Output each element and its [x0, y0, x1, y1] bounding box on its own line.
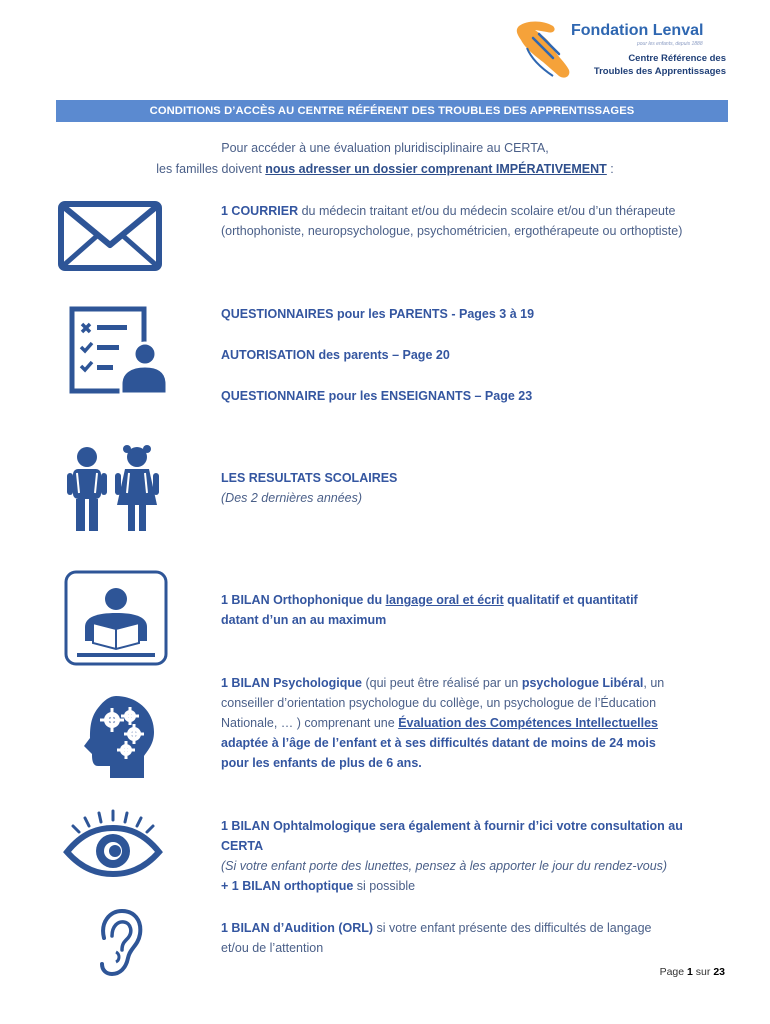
intro-prefix: les familles doivent — [156, 162, 266, 176]
item-audition — [221, 918, 761, 958]
audition-line-2: et/ou de l’attention — [221, 941, 324, 955]
autorisation-parents: AUTORISATION des parents – Page 20 — [221, 348, 450, 362]
ortho-prefix: 1 BILAN Orthophonique du — [221, 593, 386, 607]
ortho-suffix: qualitatif et quantitatif — [503, 593, 638, 607]
students-icon — [65, 441, 161, 533]
footer-total-pages: 23 — [713, 966, 725, 978]
ortho-line-2: datant d’un an au maximum — [221, 613, 387, 627]
courrier-bold: 1 COURRIER — [221, 204, 299, 218]
psy-line-5: pour les enfants de plus de 6 ans. — [221, 756, 422, 770]
item-resultats — [221, 468, 761, 508]
courrier-text: du médecin traitant et/ou du médecin scolaire et/ou d’un thérapeute — [298, 204, 676, 218]
ophtalmo-line-3: (Si votre enfant porte des lunettes, pensez à les apporter le jour du rendez-vous) — [221, 859, 668, 873]
reader-icon — [63, 569, 169, 667]
audition-bold: 1 BILAN d’Audition (ORL) — [221, 921, 374, 935]
psy-text-2: , un — [643, 676, 665, 690]
brain-gears-icon — [82, 694, 162, 780]
questionnaire-parents: QUESTIONNAIRES pour les PARENTS - Pages 3 à 19 — [221, 307, 535, 321]
eye-icon — [63, 808, 163, 878]
intro-line-2 — [0, 162, 770, 176]
footer-current-page: 1 — [687, 966, 693, 978]
ophtalmo-line-4-text: si possible — [353, 879, 416, 893]
ophtalmo-orthoptique: + 1 BILAN orthoptique — [221, 879, 354, 893]
resultats-title: LES RESULTATS SCOLAIRES — [221, 471, 398, 485]
psy-line-3-prefix: Nationale, … ) comprenant une — [221, 716, 399, 730]
psy-line-2: conseiller d’orientation psychologue du collège, un psychologue de l’Éducation — [221, 696, 657, 710]
checklist-person-icon — [69, 306, 167, 394]
item-orthophonique — [221, 590, 761, 630]
psy-bold-2: psychologue Libéral — [521, 676, 644, 690]
intro-suffix: : — [606, 162, 614, 176]
footer-prefix: Page — [659, 966, 688, 978]
psy-line-3-underlined: Évaluation des Compétences Intellectuelles — [398, 716, 658, 730]
ophtalmo-line-1: 1 BILAN Ophtalmologique sera également à fournir d’ici votre consultation au — [221, 819, 683, 833]
logo-name: Fondation Lenval — [571, 22, 704, 39]
page-title: CONDITIONS D’ACCÈS AU CENTRE RÉFÉRENT DES TROUBLES DES APPRENTISSAGES — [56, 100, 728, 122]
psy-bold-1: 1 BILAN Psychologique — [221, 676, 362, 690]
audition-text: si votre enfant présente des difficultés de langage — [373, 921, 652, 935]
intro-underlined: nous adresser un dossier comprenant IMPÉRATIVEMENT — [265, 162, 607, 176]
courrier-line-2: (orthophoniste, neuropsychologue, psychométricien, ergothérapeute ou orthoptiste) — [221, 224, 683, 238]
intro-line-1: Pour accéder à une évaluation pluridisciplinaire au CERTA, — [221, 141, 549, 155]
fondation-lenval-logo — [513, 18, 728, 84]
item-questionnaires — [221, 304, 761, 406]
logo-line-2: Troubles des Apprentissages — [593, 66, 726, 77]
footer-middle: sur — [692, 966, 714, 978]
logo-line-1: Centre Référence des — [628, 53, 726, 64]
ear-icon — [96, 908, 144, 978]
item-courrier — [221, 201, 761, 241]
psy-line-4: adaptée à l’âge de l’enfant et à ses difficultés datant de moins de 24 mois — [221, 736, 656, 750]
hand-logo-icon — [513, 18, 573, 82]
logo-tagline: pour les enfants, depuis 1888 — [637, 41, 703, 47]
item-ophtalmo — [221, 816, 761, 896]
envelope-icon — [58, 201, 162, 271]
resultats-subtitle: (Des 2 dernières années) — [221, 491, 363, 505]
page-number — [660, 966, 725, 978]
item-psychologique — [221, 673, 761, 773]
questionnaire-enseignants: QUESTIONNAIRE pour les ENSEIGNANTS – Page 23 — [221, 389, 533, 403]
ophtalmo-line-2: CERTA — [221, 839, 264, 853]
psy-text-1: (qui peut être réalisé par un — [362, 676, 522, 690]
ortho-underlined: langage oral et écrit — [385, 593, 504, 607]
